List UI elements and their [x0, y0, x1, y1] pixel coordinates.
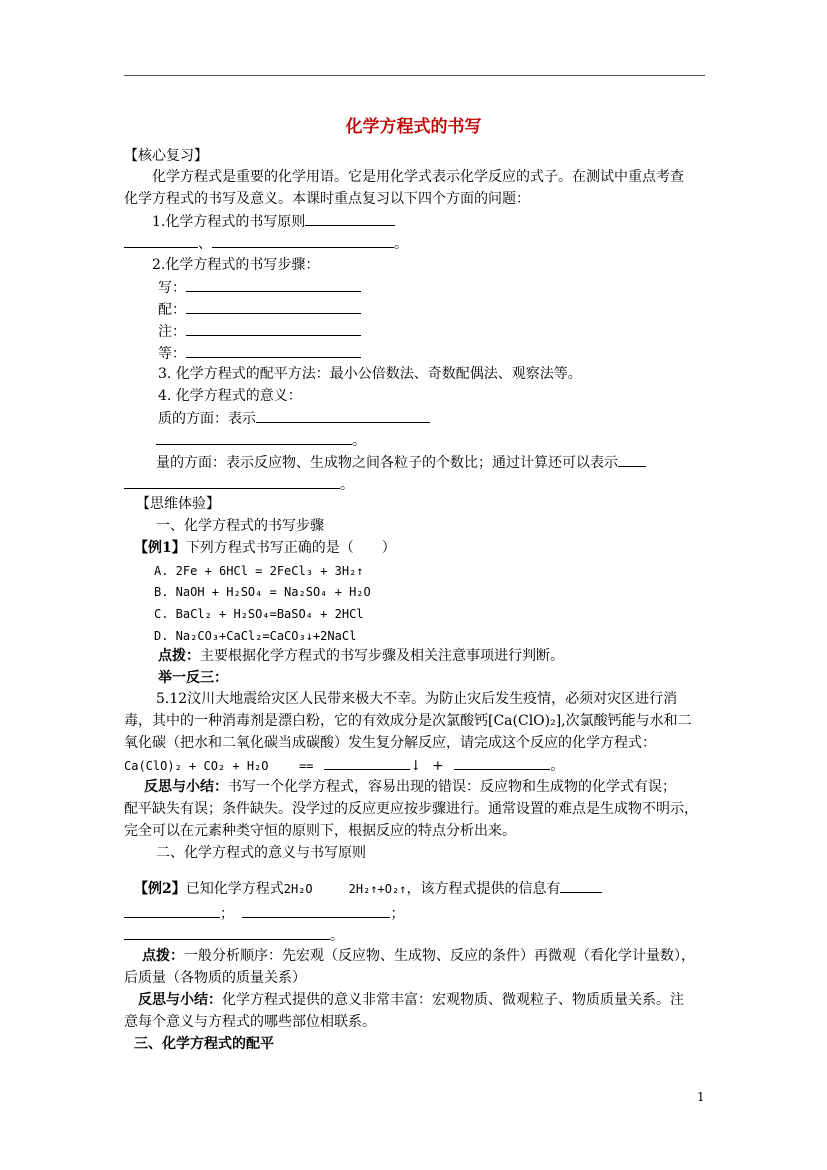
blank [212, 233, 394, 248]
question-4: 4. 化学方程式的意义： [158, 388, 302, 404]
meaning-quality [158, 408, 430, 429]
reflection-1 [144, 777, 676, 797]
page-number: 1 [697, 1090, 705, 1104]
practice-equation [124, 755, 564, 776]
equation-equals: == [298, 759, 314, 773]
reflection-1-text: 书写一个化学方程式，容易出现的错误：反应物和生成物的化学式有误； [228, 779, 676, 795]
blank [124, 903, 220, 918]
step-label: 写： [158, 280, 186, 296]
intro-line-2: 化学方程式的书写及意义。本课时重点复习以下四个方面的问题： [124, 191, 530, 207]
equation-lhs: 2H₂O [283, 882, 313, 896]
section-core-review: 【核心复习】 [124, 148, 208, 164]
period: 。 [550, 758, 565, 774]
period: 。 [394, 236, 408, 252]
example-2-label: 【例2】 [134, 881, 186, 897]
step-label: 注： [158, 324, 186, 340]
question-1-text: 1.化学方程式的书写原则 [152, 214, 306, 230]
semicolon: ； [220, 906, 234, 922]
tip-2-text: 一般分析顺序：先宏观（反应物、生成物、反应的条件）再微观（看化学计量数）， [184, 948, 695, 964]
period: 。 [340, 477, 354, 493]
blank [454, 755, 550, 770]
example-1-question: 下列方程式书写正确的是（ ） [185, 540, 396, 556]
blank [124, 925, 330, 940]
practice-line-1: 5.12汶川大地震给灾区人民带来极大不幸。为防止灾后发生疫情，必须对灾区进行消 [156, 691, 678, 707]
tip-1-text: 主要根据化学方程式的书写步骤及相关注意事项进行判断。 [200, 648, 564, 664]
page-title: 化学方程式的书写 [345, 117, 482, 137]
heading-1: 一、化学方程式的书写步骤 [156, 518, 324, 534]
heading-3: 三、化学方程式的配平 [134, 1036, 274, 1052]
reflection-label: 反思与小结： [144, 779, 228, 795]
option-d: D. Na₂CO₃+CaCl₂=CaCO₃↓+2NaCl [154, 629, 357, 643]
heading-2: 二、化学方程式的意义与书写原则 [156, 845, 366, 861]
question-1-blanks [124, 233, 408, 254]
separator: 、 [198, 236, 212, 252]
example-2 [134, 878, 602, 899]
meaning-quality-text: 质的方面：表示 [158, 411, 256, 427]
step-label: 等： [158, 346, 186, 362]
blank [186, 277, 361, 292]
blank [186, 321, 361, 336]
reflection-2-text: 化学方程式提供的意义非常丰富：宏观物质、微观粒子、物质质量关系。注 [222, 992, 684, 1008]
meaning-quantity-cont [124, 474, 354, 495]
tip-label: 点拨： [158, 648, 200, 664]
step-write [158, 277, 361, 298]
practice-line-2: 毒，其中的一种消毒剂是漂白粉，它的有效成分是次氯酸钙[Ca(ClO)₂],次氯酸钙能与水和二 [124, 713, 692, 729]
meaning-quantity [156, 452, 646, 473]
example-2-blanks [124, 903, 404, 924]
reflection-2-line-2: 意每个意义与方程式的哪些部位相联系。 [124, 1014, 376, 1030]
tip-label: 点拨： [142, 948, 184, 964]
equation-rhs: 2H₂↑+O₂↑ [348, 882, 407, 896]
precipitate-arrow: ↓ [409, 758, 422, 774]
step-annotate [158, 321, 361, 342]
practice-line-3: 氧化碳（把水和二氧化碳当成碳酸）发生复分解反应，请完成这个反应的化学方程式： [124, 735, 656, 751]
reflection-2 [138, 990, 684, 1010]
practice-heading: 举一反三： [158, 670, 228, 686]
blank [156, 430, 352, 445]
equation-reactants: Ca(ClO)₂ + CO₂ + H₂O [124, 759, 269, 773]
reflection-1-line-2: 配平缺失有误；条件缺失。没学过的反应更应按步骤进行。通常设置的难点是生成物不明示， [124, 801, 698, 817]
plus: + [432, 758, 444, 774]
question-1 [152, 211, 395, 232]
option-b: B. NaOH + H₂SO₄ = Na₂SO₄ + H₂O [154, 585, 371, 599]
meaning-quality-cont [156, 430, 366, 451]
example-2-blanks-2 [124, 925, 344, 946]
option-c: C. BaCl₂ + H₂SO₄=BaSO₄ + 2HCl [154, 607, 364, 621]
reflection-label: 反思与小结： [138, 992, 222, 1008]
tip-2-line-2: 后质量（各物质的质量关系） [124, 970, 306, 986]
question-3: 3. 化学方程式的配平方法：最小公倍数法、奇数配偶法、观察法等。 [158, 366, 582, 382]
option-a: A. 2Fe + 6HCl = 2FeCl₃ + 3H₂↑ [154, 564, 364, 578]
blank [124, 474, 340, 489]
example-1-label: 【例1】 [134, 540, 186, 556]
section-think: 【思维体验】 [136, 496, 220, 512]
step-balance [158, 299, 361, 320]
blank [305, 211, 395, 226]
example-1 [134, 538, 396, 558]
step-equal [158, 343, 361, 364]
blank [324, 755, 410, 770]
blank [186, 299, 361, 314]
step-label: 配： [158, 302, 186, 318]
tip-1 [158, 646, 564, 666]
header-rule [124, 75, 705, 76]
tip-2 [142, 946, 695, 966]
example-2-intro: 已知化学方程式 [185, 881, 284, 897]
period: 。 [352, 433, 366, 449]
meaning-quantity-text: 量的方面：表示反应物、生成物之间各粒子的个数比；通过计算还可以表示 [156, 455, 618, 471]
blank [124, 233, 198, 248]
example-2-question: ，该方程式提供的信息有 [406, 881, 561, 897]
blank [618, 452, 646, 467]
period: 。 [330, 928, 344, 944]
intro-line-1: 化学方程式是重要的化学用语。它是用化学式表示化学反应的式子。在测试中重点考查 [152, 169, 684, 185]
reflection-1-line-3: 完全可以在元素种类守恒的原则下，根据反应的特点分析出来。 [124, 823, 516, 839]
blank [560, 878, 602, 893]
question-2: 2.化学方程式的书写步骤： [152, 257, 320, 273]
blank [256, 408, 430, 423]
semicolon: ； [390, 906, 405, 922]
blank [186, 343, 361, 358]
blank [242, 903, 390, 918]
